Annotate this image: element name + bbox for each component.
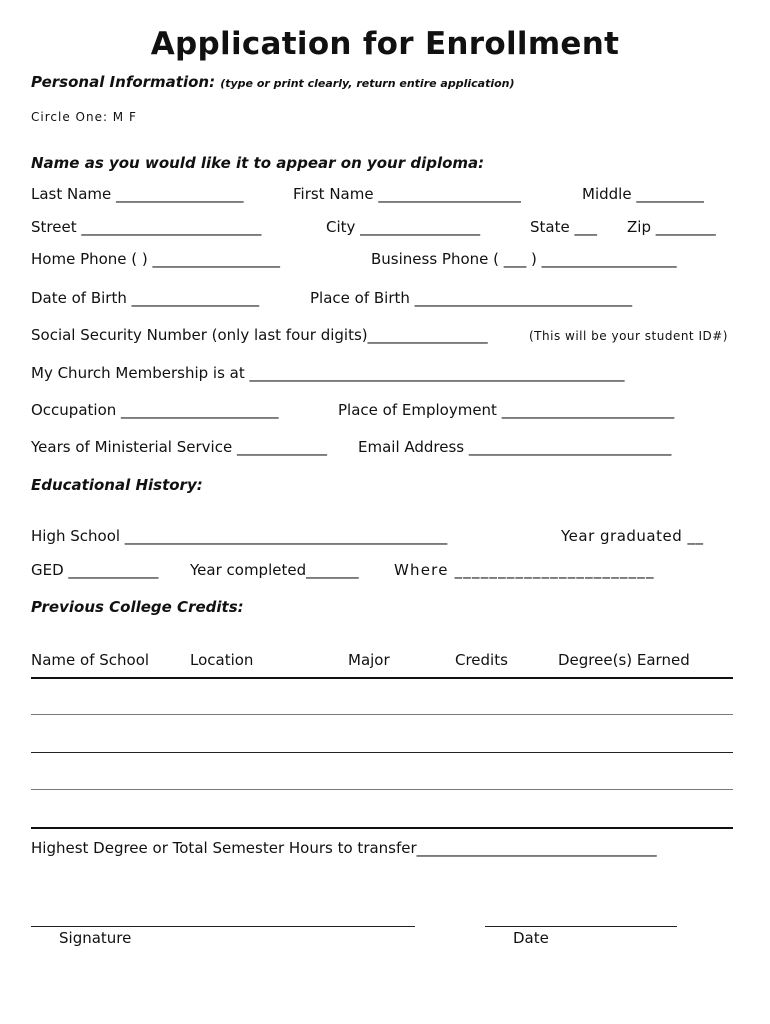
city-field[interactable]: City ________________ [326,218,481,236]
ged-field[interactable]: GED ____________ [31,561,159,579]
date-line[interactable] [485,926,677,927]
col-degrees-earned: Degree(s) Earned [558,651,690,669]
student-id-note: (This will be your student ID#) [529,329,728,343]
year-graduated-field[interactable]: Year graduated __ [561,527,704,545]
zip-field[interactable]: Zip ________ [627,218,716,236]
business-phone-field[interactable]: Business Phone ( ___ ) __________________ [371,250,677,268]
page-title: Application for Enrollment [150,26,620,62]
signature-label: Signature [59,929,132,947]
middle-name-field[interactable]: Middle _________ [582,185,704,203]
col-location: Location [190,651,254,669]
personal-info-note: (type or print clearly, return entire application) [220,77,515,90]
college-credits-heading: Previous College Credits: [31,598,244,616]
place-of-employment-field[interactable]: Place of Employment _______________________ [338,401,675,419]
first-name-field[interactable]: First Name ___________________ [293,185,521,203]
last-name-field[interactable]: Last Name _________________ [31,185,244,203]
table-row-line[interactable] [31,827,733,829]
ged-year-completed-field[interactable]: Year completed_______ [190,561,359,579]
email-field[interactable]: Email Address ___________________________ [358,438,672,456]
table-row-line[interactable] [31,789,733,790]
col-major: Major [348,651,390,669]
transfer-hours-field[interactable]: Highest Degree or Total Semester Hours to transfer________________________________ [31,839,657,857]
table-row-line[interactable] [31,752,733,753]
personal-info-heading: Personal Information: (type or print clearly, return entire application) [31,73,515,91]
date-label: Date [513,929,549,947]
ged-where-field[interactable]: Where _______________________ [394,561,655,579]
signature-line[interactable] [31,926,415,927]
col-credits: Credits [455,651,508,669]
ssn-field[interactable]: Social Security Number (only last four digits)________________ [31,326,488,344]
high-school-field[interactable]: High School ___________________________________________ [31,527,448,545]
circle-one-gender[interactable]: Circle One: M F [31,110,137,124]
diploma-name-heading: Name as you would like it to appear on your diploma: [31,154,485,172]
place-of-birth-field[interactable]: Place of Birth _____________________________ [310,289,633,307]
col-name-of-school: Name of School [31,651,150,669]
table-row-line[interactable] [31,714,733,715]
occupation-field[interactable]: Occupation _____________________ [31,401,279,419]
home-phone-field[interactable]: Home Phone ( ) _________________ [31,250,281,268]
table-header-rule [31,677,733,679]
state-field[interactable]: State ___ [530,218,597,236]
date-of-birth-field[interactable]: Date of Birth _________________ [31,289,260,307]
ministerial-service-field[interactable]: Years of Ministerial Service ____________ [31,438,327,456]
church-membership-field[interactable]: My Church Membership is at __________________________________________________ [31,364,625,382]
street-field[interactable]: Street ________________________ [31,218,262,236]
educational-history-heading: Educational History: [31,476,203,494]
